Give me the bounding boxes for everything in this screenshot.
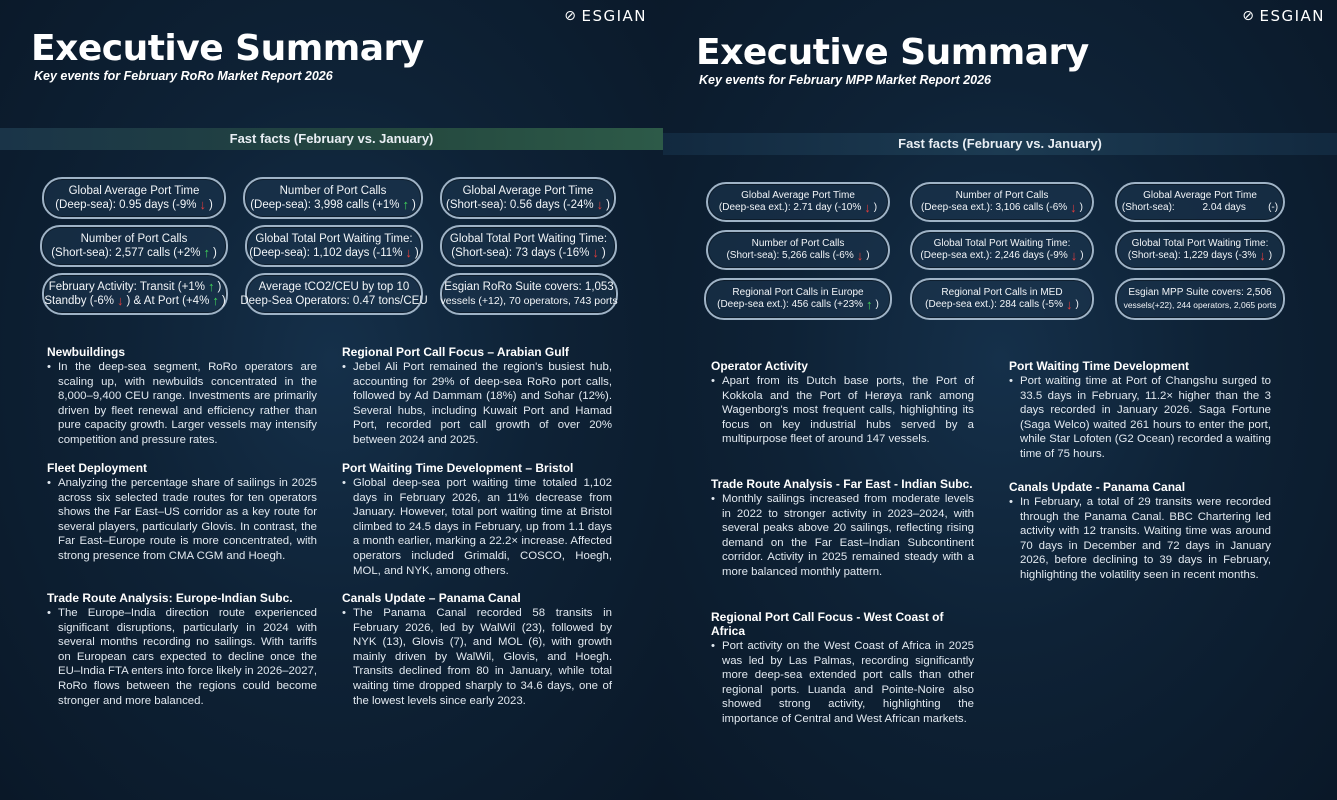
section-heading: Regional Port Call Focus – Arabian Gulf xyxy=(342,345,569,359)
fact-value xyxy=(1128,250,1272,262)
fact-end: ) xyxy=(208,199,213,211)
roro-summary-panel xyxy=(0,0,663,800)
fact-card xyxy=(240,273,428,315)
fact-text: (Deep-sea ext.): 3,106 calls (-6% xyxy=(920,202,1068,213)
esgian-logo xyxy=(564,7,647,25)
brand-text: ESGIAN xyxy=(581,7,647,25)
fact-value xyxy=(719,202,877,214)
fact-text: (Short-sea): 73 days (-16% xyxy=(451,247,590,259)
arrow-down-icon: ↓ xyxy=(592,245,599,260)
section-body: • Global deep-sea port waiting time totaled 1,102 days in February 2026, an 11% decrease from January. However, total port waiting time at Bristol climbed to 24.5 days in February, up from 1.1 days a month earlier, marking a 22.2× increase. Affected operators included Grimaldi, COSCO, Hoegh, MOL, and NYK, among others. xyxy=(342,476,612,578)
section-heading: Port Waiting Time Development xyxy=(1009,359,1190,373)
section-heading: Operator Activity xyxy=(711,359,808,373)
fact-card xyxy=(440,225,617,267)
section-trade-route-fareast-india xyxy=(711,477,974,580)
section-body: • In the deep-sea segment, RoRo operators are scaling up, with newbuilds concentrated in the 8,000–9,400 CEU range. Investments are primarily driven by fleet renewal and efficiency rather than pure capacity growth. Larger vessels may intensify competition and pressure rates. xyxy=(47,360,317,448)
fact-card xyxy=(440,273,618,315)
fact-label: Esgian MPP Suite covers: 2,506 xyxy=(1128,287,1272,298)
fact-end: ) xyxy=(414,247,419,259)
arrow-down-icon: ↓ xyxy=(1070,200,1077,215)
fact-card xyxy=(42,273,228,315)
fact-card xyxy=(910,182,1094,222)
mpp-summary-panel xyxy=(663,0,1337,800)
fact-value xyxy=(451,246,605,260)
section-body: • Port activity on the West Coast of Africa in 2025 was led by Las Palmas, recording significantly more deep-sea extended port calls than other regional ports. Luanda and Pointe-Noire also showed strong activity, highlighting the importance of Central and West African markets. xyxy=(711,639,974,727)
arrow-up-icon: ↑ xyxy=(402,197,409,212)
fact-value xyxy=(921,202,1083,214)
section-arabian-gulf xyxy=(342,345,612,448)
section-bristol xyxy=(342,461,612,578)
fact-label: Number of Port Calls xyxy=(80,233,188,245)
fact-label: Global Average Port Time xyxy=(68,185,200,197)
fact-card xyxy=(910,230,1094,270)
fact-card xyxy=(440,177,616,219)
fact-card xyxy=(706,182,890,222)
section-heading: Port Waiting Time Development – Bristol xyxy=(342,461,574,475)
fact-label: Number of Port Calls xyxy=(751,238,845,249)
fact-card xyxy=(704,278,892,320)
fact-label: Global Average Port Time xyxy=(741,190,855,201)
fact-value xyxy=(249,246,419,260)
fact-value xyxy=(717,299,879,311)
arrow-down-icon: ↓ xyxy=(596,197,604,212)
arrow-up-icon: ↑ xyxy=(207,279,215,294)
fact-label: Global Total Port Waiting Time: xyxy=(255,233,413,245)
fact-text: (Short-sea): 5,266 calls (-6% xyxy=(726,250,854,261)
fact-label: Regional Port Calls in MED xyxy=(941,287,1063,298)
section-body: • The Europe–India direction route experienced significant disruptions, particularly in 2024 with several months recording no sailings. With tariffs on European cars expected to decline once the EU–India FTA enters into force likely in 2026–2027, RoRo flows between the regions could become stronger and more balanced. xyxy=(47,606,317,708)
section-body: • Port waiting time at Port of Changshu surged to 33.5 days in February, 11.2× higher than the 3 days recorded in January 2026. Saga Fortune (Saga Welco) waited 261 hours to enter the port, while Star Lofoten (G2 Ocean) recorded a waiting time of 75 hours. xyxy=(1009,374,1271,462)
fact-card xyxy=(42,177,226,219)
section-body: • In February, a total of 29 transits were recorded through the Panama Canal. BBC Chartering led activity with 12 transits. Waiting time was around 70 days in December and 72 days in January 2026, before declining to 39 days in February, highlighting the volatility seen in recent months. xyxy=(1009,495,1271,583)
section-operator-activity xyxy=(711,359,974,447)
fact-card xyxy=(245,225,423,267)
page-subtitle: Key events for February MPP Market Report 2026 xyxy=(699,73,992,87)
fact-value xyxy=(446,198,610,212)
arrow-down-icon: ↓ xyxy=(1070,248,1078,263)
fact-mid: ) & At Port (+4% xyxy=(126,295,210,307)
fact-end: ) xyxy=(866,250,870,261)
fact-end: ) xyxy=(606,199,610,211)
fact-card xyxy=(910,278,1094,320)
arrow-down-icon: ↓ xyxy=(1066,297,1073,312)
fact-label xyxy=(49,280,222,294)
fact-label: Number of Port Calls xyxy=(279,185,387,197)
section-body: • Jebel Ali Port remained the region's busiest hub, accounting for 29% of deep-sea RoRo port calls, followed by Ad Dammam (18%) and Sohar (12%). Several hubs, including Kuwait Port and Hamad Port, recorded port call growth of over 20% between 2024 and 2025. xyxy=(342,360,612,448)
fact-label: Number of Port Calls xyxy=(955,190,1049,201)
fact-label: Global Total Port Waiting Time: xyxy=(449,233,608,245)
fact-card xyxy=(243,177,423,219)
section-fleet-deployment xyxy=(47,461,317,564)
fact-text: (Deep-sea): 0.95 days (-9% xyxy=(55,199,197,211)
fact-end: ) xyxy=(212,247,217,259)
esgian-logo xyxy=(1242,7,1325,25)
fact-value: vessels(+22), 244 operators, 2,065 ports xyxy=(1123,300,1277,310)
section-body: • Monthly sailings increased from moderate levels in 2022 to stronger activity in 2023–2024, with several peaks above 20 sailings, reflecting rising demand on the Far East–Indian Subcontinent corridor. Activity in 2025 remained steady with a more balanced monthly pattern. xyxy=(711,492,974,580)
fact-text: (Deep-sea): 1,102 days (-11% xyxy=(249,247,403,259)
esgian-mark-icon: ⊘ xyxy=(564,8,578,24)
fact-text: (Deep-sea ext.): 2.71 day (-10% xyxy=(718,202,862,213)
fact-text: (Deep-sea): 3,998 calls (+1% xyxy=(250,199,400,211)
fact-value xyxy=(44,294,225,308)
fact-value: Deep-Sea Operators: 0.47 tons/CEU xyxy=(240,295,428,307)
fact-card xyxy=(1115,278,1285,320)
section-body: • The Panama Canal recorded 58 transits in February 2026, led by WalWil (23), followed by NYK (13), Glovis (7), and MOL (6), with growth mainly driven by WalWil, Glovis, and Hoegh. Transits declined from 80 in January, while total waiting time dropped sharply to 34.6 days, one of the lowest levels since early 2023. xyxy=(342,606,612,708)
section-port-waiting-changshu xyxy=(1009,359,1271,462)
arrow-up-icon: ↑ xyxy=(212,293,219,308)
page-title: Executive Summary xyxy=(31,28,424,69)
fact-label: Esgian RoRo Suite covers: 1,053 xyxy=(444,281,614,293)
fact-card xyxy=(1115,230,1285,270)
fact-end: ) xyxy=(411,199,416,211)
fact-value xyxy=(726,250,869,262)
fact-end: ) xyxy=(875,299,879,310)
fast-facts-header: Fast facts (February vs. January) xyxy=(0,128,663,150)
fact-value: (Short-sea): 2.04 days (-) xyxy=(1121,202,1279,213)
fact-value xyxy=(55,198,213,212)
arrow-up-icon: ↑ xyxy=(203,245,210,260)
section-heading: Regional Port Call Focus - West Coast of Africa xyxy=(711,610,944,638)
fact-label: Global Average Port Time xyxy=(1143,190,1257,201)
fact-card xyxy=(40,225,228,267)
arrow-down-icon: ↓ xyxy=(117,293,124,308)
section-heading: Fleet Deployment xyxy=(47,461,148,475)
fact-text: February Activity: Transit (+1% xyxy=(48,281,205,293)
esgian-mark-icon: ⊘ xyxy=(1242,8,1256,24)
fact-card xyxy=(706,230,890,270)
section-trade-route-europe-india xyxy=(47,591,317,708)
fact-end: ) xyxy=(1075,299,1079,310)
arrow-down-icon: ↓ xyxy=(856,248,864,263)
arrow-up-icon: ↑ xyxy=(866,297,873,312)
fact-label: Regional Port Calls in Europe xyxy=(732,287,864,298)
fact-value xyxy=(250,198,416,212)
section-panama-canal xyxy=(342,591,612,708)
section-heading: Trade Route Analysis: Europe-Indian Subc. xyxy=(47,591,293,605)
fact-card xyxy=(1115,182,1285,222)
fact-end: ) xyxy=(601,247,606,259)
section-newbuildings xyxy=(47,345,317,448)
page-title: Executive Summary xyxy=(696,32,1089,73)
fact-text: (Short-sea): 2,577 calls (+2% xyxy=(51,247,201,259)
fact-label: Global Total Port Waiting Time: xyxy=(933,238,1071,249)
fact-value: vessels (+12), 70 operators, 743 ports xyxy=(440,295,618,307)
fact-value xyxy=(920,250,1083,262)
section-heading: Canals Update – Panama Canal xyxy=(342,591,521,605)
fact-end: ) xyxy=(1079,202,1083,213)
fact-text: (Deep-sea ext.): 284 calls (-5% xyxy=(925,299,1063,310)
arrow-down-icon: ↓ xyxy=(199,197,206,212)
section-heading: Trade Route Analysis - Far East - Indian Subc. xyxy=(711,477,973,491)
fact-label: Global Average Port Time xyxy=(462,185,594,197)
fact-end: ) xyxy=(221,295,226,307)
fact-label: Average tCO2/CEU by top 10 xyxy=(258,281,410,293)
fact-end: ) xyxy=(1080,250,1084,261)
page-subtitle: Key events for February RoRo Market Report 2026 xyxy=(34,69,333,83)
fact-end: ) xyxy=(217,281,222,293)
section-heading: Canals Update - Panama Canal xyxy=(1009,480,1186,494)
arrow-down-icon: ↓ xyxy=(1259,248,1266,263)
fact-end: ) xyxy=(873,202,878,213)
fast-facts-header: Fast facts (February vs. January) xyxy=(663,133,1337,155)
fact-end: ) xyxy=(1268,250,1273,261)
section-body: • Apart from its Dutch base ports, the Port of Kokkola and the Port of Herøya rank among Wagenborg's most frequent calls, highlighting its focus on key industrial hubs served by a multipurpose fleet of around 147 vessels. xyxy=(711,374,974,447)
fact-value xyxy=(925,299,1079,311)
section-panama-canal xyxy=(1009,480,1271,583)
fact-text: (Short-sea): 1,229 days (-3% xyxy=(1127,250,1257,261)
arrow-down-icon: ↓ xyxy=(864,200,871,215)
fact-text: (Short-sea): 0.56 days (-24% xyxy=(446,199,594,211)
section-body: • Analyzing the percentage share of sailings in 2025 across six selected trade routes for ten operators shows the Far East–US corridor as a key route for several players, particularly Glovis. In contrast, the Far East–Europe route is more concentrated, with strong presence from CMA CGM and Hoegh. xyxy=(47,476,317,564)
fact-value xyxy=(51,246,217,260)
fact-label: Global Total Port Waiting Time: xyxy=(1131,238,1269,249)
fact-text: (Deep-sea ext.): 456 calls (+23% xyxy=(717,299,864,310)
fact-text: Standby (-6% xyxy=(44,295,115,307)
fact-text: (Deep-sea ext.): 2,246 days (-9% xyxy=(920,250,1068,261)
section-west-africa xyxy=(711,610,974,727)
section-heading: Newbuildings xyxy=(47,345,125,359)
arrow-down-icon: ↓ xyxy=(405,245,412,260)
brand-text: ESGIAN xyxy=(1259,7,1325,25)
